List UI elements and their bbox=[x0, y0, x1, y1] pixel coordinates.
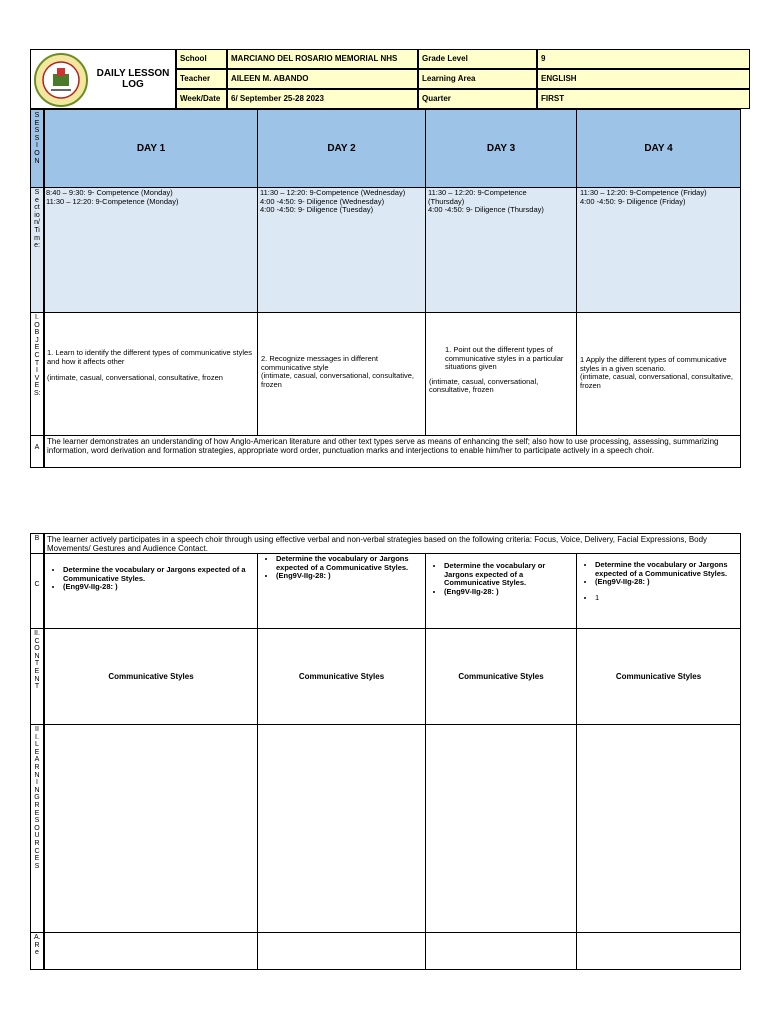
day-4-references bbox=[576, 932, 741, 970]
section-time-side-cell bbox=[30, 187, 44, 313]
day-3-learning-resources bbox=[425, 724, 577, 933]
day-3-content: Communicative Styles bbox=[425, 628, 577, 725]
learning-resources-side-cell bbox=[30, 724, 44, 933]
day-2-learning-resources bbox=[257, 724, 426, 933]
objectives-side-cell bbox=[30, 312, 44, 436]
section-time-label: Section/Time: bbox=[34, 189, 40, 250]
day-2-header: DAY 2 bbox=[257, 109, 426, 188]
day-2-schedule: 11:30 – 12:20: 9-Competence (Wednesday) 4:00 -4:50: 9- Diligence (Wednesday) 4:00 -4:50: 9- Diligence (Tuesday) bbox=[257, 187, 426, 313]
day-4-schedule: 11:30 – 12:20: 9-Competence (Friday) 4:00 -4:50: 9- Diligence (Friday) bbox=[576, 187, 741, 313]
content-standard: The learner demonstrates an understanding of how Anglo-American literature and other text types serve as means of enhancing the self; also how to use processing, assessing, summarizing information, word derivation and formation strategies, appropriate word order, punctuation marks and interjections to enable him/her to participate actively in a speech choir. bbox=[44, 435, 741, 468]
week-date-label: Week/Date bbox=[176, 89, 227, 109]
grade-level-label: Grade Level bbox=[418, 49, 537, 69]
a-label: A bbox=[34, 444, 40, 451]
content-side-cell bbox=[30, 628, 44, 725]
teacher-value: AILEEN M. ABANDO bbox=[227, 69, 418, 89]
teacher-label: Teacher bbox=[176, 69, 227, 89]
references-side-cell bbox=[30, 932, 44, 970]
day-4-competency: • Determine the vocabulary or Jargons expected of a Communicative Styles. • (Eng9V-IIg-28: ) • 1 bbox=[576, 553, 741, 629]
day-1-objective: 1. Learn to identify the different types of communicative styles and how it affects other (intimate, casual, conversational, consultative, frozen bbox=[44, 312, 258, 436]
quarter-value: FIRST bbox=[537, 89, 750, 109]
log-title: DAILY LESSON LOG bbox=[96, 68, 170, 90]
objectives-label: I. OBJECTIVES: bbox=[34, 314, 41, 397]
day-3-objective: 1. Point out the different types of communicative styles in a particular situations given (intimate, casual, conversational, consultative, frozen bbox=[425, 312, 577, 436]
grade-level-value: 9 bbox=[537, 49, 750, 69]
day-4-objective: 1 Apply the different types of communicative styles in a given scenario. (intimate, casual, conversational, consultative, frozen bbox=[576, 312, 741, 436]
logo-cell bbox=[30, 49, 176, 109]
day-4-content: Communicative Styles bbox=[576, 628, 741, 725]
day-1-learning-resources bbox=[44, 724, 258, 933]
performance-standard: The learner actively participates in a speech choir through using effective verbal and non-verbal strategies based on the following criteria: Focus, Voice, Delivery, Facial Expressions, Body Movements/ Gestures and Audience Contact. bbox=[44, 533, 741, 554]
learning-area-value: ENGLISH bbox=[537, 69, 750, 89]
school-label: School bbox=[176, 49, 227, 69]
day-2-references bbox=[257, 932, 426, 970]
day-1-content: Communicative Styles bbox=[44, 628, 258, 725]
session-side-cell bbox=[30, 109, 44, 188]
day-4-learning-resources bbox=[576, 724, 741, 933]
day-1-references bbox=[44, 932, 258, 970]
b-label: B bbox=[34, 535, 40, 542]
day-2-content: Communicative Styles bbox=[257, 628, 426, 725]
school-seal-icon bbox=[33, 52, 89, 108]
quarter-label: Quarter bbox=[418, 89, 537, 109]
day-4-header: DAY 4 bbox=[576, 109, 741, 188]
a-side-cell bbox=[30, 435, 44, 468]
learning-area-label: Learning Area bbox=[418, 69, 537, 89]
day-3-competency: • Determine the vocabulary or Jargons expected of a Communicative Styles. • (Eng9V-IIg-28: ) bbox=[425, 553, 577, 629]
day-1-schedule: 8:40 – 9:30: 9- Competence (Monday) 11:30 – 12:20: 9-Competence (Monday) bbox=[44, 187, 258, 313]
day-3-references bbox=[425, 932, 577, 970]
b-side-cell bbox=[30, 533, 44, 554]
week-date-value: 6/ September 25-28 2023 bbox=[227, 89, 418, 109]
day-3-schedule: 11:30 – 12:20: 9-Competence (Thursday) 4:00 -4:50: 9- Diligence (Thursday) bbox=[425, 187, 577, 313]
day-3-header: DAY 3 bbox=[425, 109, 577, 188]
c-side-cell bbox=[30, 553, 44, 629]
day-1-competency: • Determine the vocabulary or Jargons expected of a Communicative Styles. • (Eng9V-IIg-28: ) bbox=[44, 553, 258, 629]
day-2-competency: • Determine the vocabulary or Jargons expected of a Communicative Styles. • (Eng9V-IIg-28: ) bbox=[257, 553, 426, 629]
learning-resources-label: III. LEARNING RESOURCES bbox=[34, 726, 40, 870]
content-side-label: II. CONTENT bbox=[34, 630, 40, 691]
c-label: C bbox=[34, 581, 40, 588]
day-2-objective: 2. Recognize messages in different communicative style (intimate, casual, conversational, consultative, frozen bbox=[257, 312, 426, 436]
references-label: A. Re bbox=[34, 934, 41, 957]
session-label: SESSION bbox=[34, 112, 40, 165]
day-1-header: DAY 1 bbox=[44, 109, 258, 188]
school-value: MARCIANO DEL ROSARIO MEMORIAL NHS bbox=[227, 49, 418, 69]
